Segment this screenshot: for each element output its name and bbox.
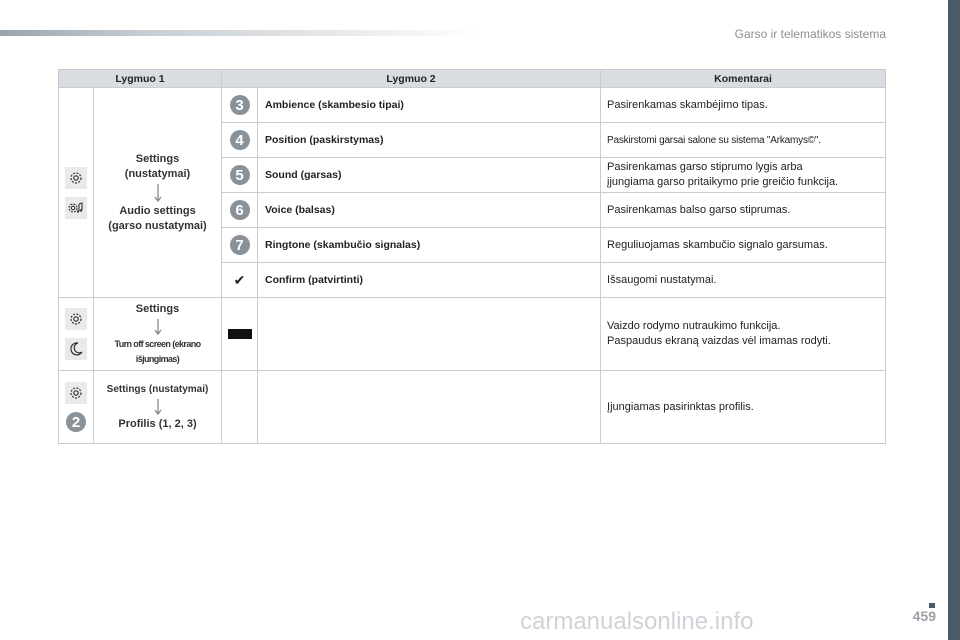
level2-empty	[258, 371, 601, 444]
settings-gear-icon	[65, 382, 87, 404]
badge-4: 4	[230, 130, 250, 150]
arrow-down-icon	[154, 399, 162, 415]
comment-turn-off-screen	[601, 298, 886, 371]
comment-confirm: Išsaugomi nustatymai.	[601, 263, 886, 298]
comment-voice: Pasirenkamas balso garso stiprumas.	[601, 193, 886, 228]
header-comment: Komentarai	[601, 70, 886, 88]
comment-sound-line1: Pasirenkamas garso stiprumo lygis arba	[607, 161, 803, 173]
group1-level1	[94, 88, 222, 298]
level2-voice: Voice (balsas)	[258, 193, 601, 228]
header-level2: Lygmuo 2	[222, 70, 601, 88]
page-header-title: Garso ir telematikos sistema	[734, 27, 886, 41]
header-bar	[0, 30, 480, 36]
group3-icons	[59, 371, 94, 444]
table-header-row	[59, 70, 886, 88]
badge-2: 2	[66, 412, 86, 432]
header-level1: Lygmuo 1	[59, 70, 222, 88]
watermark: carmanualsonline.info	[520, 608, 754, 635]
level1-turn-off-screen-label: Turn off screen (ekrano išjungimas)	[114, 338, 201, 364]
group2-icons	[59, 298, 94, 371]
group1-icons	[59, 88, 94, 298]
settings-table	[58, 69, 886, 444]
comment-sound	[601, 158, 886, 193]
level1-audio-sublabel: (garso nustatymai)	[108, 219, 207, 232]
comment-position: Paskirstomi garsai salone su sistema "Arkamys©".	[601, 123, 886, 158]
group3-level1	[94, 371, 222, 444]
level1-settings-label: Settings (nustatymai)	[106, 384, 209, 395]
badge-5: 5	[230, 165, 250, 185]
level1-settings-label: Settings	[135, 302, 180, 315]
settings-gear-icon	[65, 167, 87, 189]
level2-sound: Sound (garsas)	[258, 158, 601, 193]
arrow-down-icon	[154, 184, 162, 202]
comment-profile: Įjungiamas pasirinktas profilis.	[601, 371, 886, 444]
table-row	[59, 88, 886, 123]
level2-empty	[258, 298, 601, 371]
badge-7: 7	[230, 235, 250, 255]
side-bar	[948, 0, 960, 640]
moon-icon	[65, 338, 87, 360]
settings-gear-icon	[65, 308, 87, 330]
group2-level1	[94, 298, 222, 371]
table-row	[59, 298, 886, 371]
level2-position: Position (paskirstymas)	[258, 123, 601, 158]
badge-3: 3	[230, 95, 250, 115]
level2-badge-empty	[222, 371, 258, 444]
level1-audio-label: Audio settings	[119, 204, 196, 217]
comment-screen-line2: Paspaudus ekraną vaizdas vėl imamas rodyti.	[607, 335, 831, 347]
level1-settings-label: Settings	[135, 152, 180, 165]
level2-ringtone: Ringtone (skambučio signalas)	[258, 228, 601, 263]
level2-ambience: Ambience (skambesio tipai)	[258, 88, 601, 123]
level2-confirm: Confirm (patvirtinti)	[258, 263, 601, 298]
check-icon: ✔	[222, 263, 258, 298]
screen-off-indicator	[228, 329, 252, 339]
comment-ringtone: Reguliuojamas skambučio signalo garsumas.	[601, 228, 886, 263]
audio-settings-icon	[65, 197, 87, 219]
level1-profile-label: Profilis (1, 2, 3)	[118, 418, 197, 430]
level1-settings-sublabel: (nustatymai)	[124, 167, 191, 180]
comment-screen-line1: Vaizdo rodymo nutraukimo funkcija.	[607, 320, 781, 332]
arrow-down-icon	[154, 319, 162, 335]
page-number: 459	[912, 608, 936, 624]
comment-sound-line2: įjungiama garso pritaikymo prie greičio funkcija.	[607, 176, 839, 188]
comment-ambience: Pasirenkamas skambėjimo tipas.	[601, 88, 886, 123]
table-row	[59, 371, 886, 444]
badge-6: 6	[230, 200, 250, 220]
